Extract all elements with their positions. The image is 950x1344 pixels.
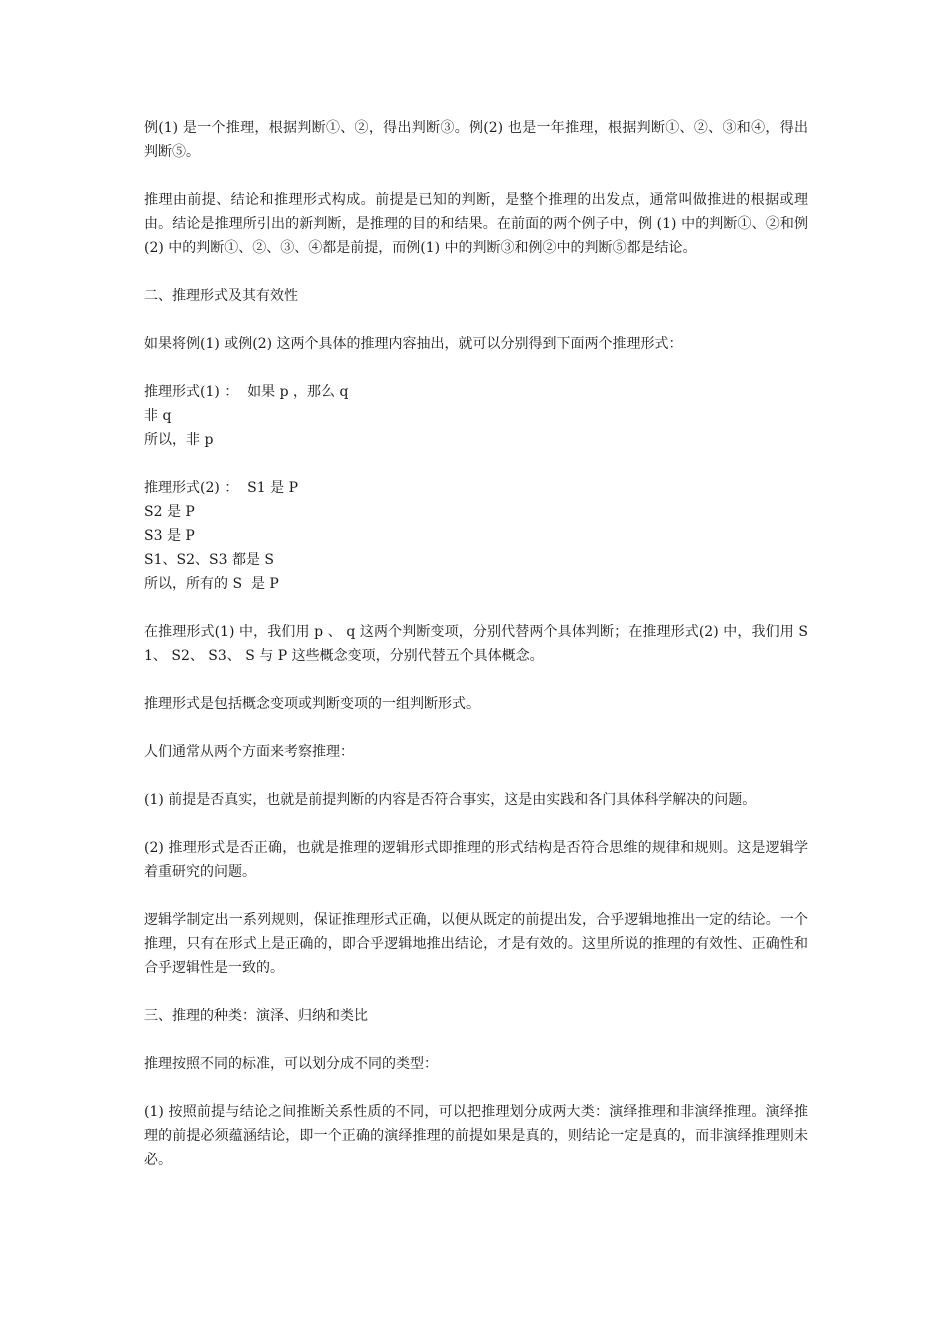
paragraph-aspect-1: (1) 前提是否真实，也就是前提判断的内容是否符合事实，这是由实践和各门具体科学解决的问题。 [144,792,757,808]
form-2-line-2: S2 是 P [144,504,195,520]
inference-form-1 [144,380,808,452]
paragraph-extract-forms: 如果将例(1) 或例(2) 这两个具体的推理内容抽出，就可以分别得到下面两个推理形式： [144,336,683,352]
paragraph-aspect-2: (2) 推理形式是否正确，也就是推理的逻辑形式即推理的形式结构是否符合思维的规律和规则。这是逻辑学着重研究的问题。 [144,840,808,880]
document-page [144,116,808,1196]
form-2-line-4: S1、S2、S3 都是 S [144,552,274,568]
paragraph-deductive: (1) 按照前提与结论之间推断关系性质的不同，可以把推理划分成两大类：演绎推理和非演绎推理。演绎推理的前提必须蕴涵结论，即一个正确的演绎推理的前提如果是真的，则结论一定是真的，而非演绎推理则未必。 [144,1104,808,1168]
form-1-line-1: 推理形式(1) ： 如果 p ，那么 q [144,384,349,400]
form-2-line-5: 所以，所有的 S 是 P [144,576,279,592]
inference-form-2 [144,476,808,596]
section-heading-inference-form: 二、推理形式及其有效性 [144,288,298,304]
paragraph-inference-components: 推理由前提、结论和推理形式构成。前提是已知的判断，是整个推理的出发点，通常叫做推进的根据或理由。结论是推理所引出的新判断，是推理的目的和结果。在前面的两个例子中，例 (1) 中的判断①、②和例(2) 中的判断①、②、③、④都是前提，而例(1) 中的判断③和例②中的判断⑤都是结论。 [144,192,808,256]
paragraph-two-aspects: 人们通常从两个方面来考察推理： [144,744,354,760]
form-1-line-3: 所以，非 p [144,432,214,448]
paragraph-classification: 推理按照不同的标准，可以划分成不同的类型： [144,1056,438,1072]
paragraph-validity-rules: 逻辑学制定出一系列规则，保证推理形式正确，以便从既定的前提出发，合乎逻辑地推出一定的结论。一个推理，只有在形式上是正确的，即合乎逻辑地推出结论，才是有效的。这里所说的推理的有效性、正确性和合乎逻辑性是一致的。 [144,912,808,976]
form-2-line-3: S3 是 P [144,528,195,544]
paragraph-example-summary: 例(1) 是一个推理，根据判断①、②，得出判断③。例(2) 也是一年推理，根据判断①、②、③和④，得出判断⑤。 [144,120,808,160]
paragraph-form-definition: 推理形式是包括概念变项或判断变项的一组判断形式。 [144,696,480,712]
form-2-line-1: 推理形式(2) ： S1 是 P [144,480,298,496]
paragraph-variables: 在推理形式(1) 中，我们用 p 、 q 这两个判断变项，分别代替两个具体判断；在推理形式(2) 中，我们用 S1、 S2、 S3、 S 与 P 这些概念变项，分别代替五个具体概念。 [144,624,808,664]
form-1-line-2: 非 q [144,408,172,424]
section-heading-inference-types: 三、推理的种类：演泽、归纳和类比 [144,1008,368,1024]
